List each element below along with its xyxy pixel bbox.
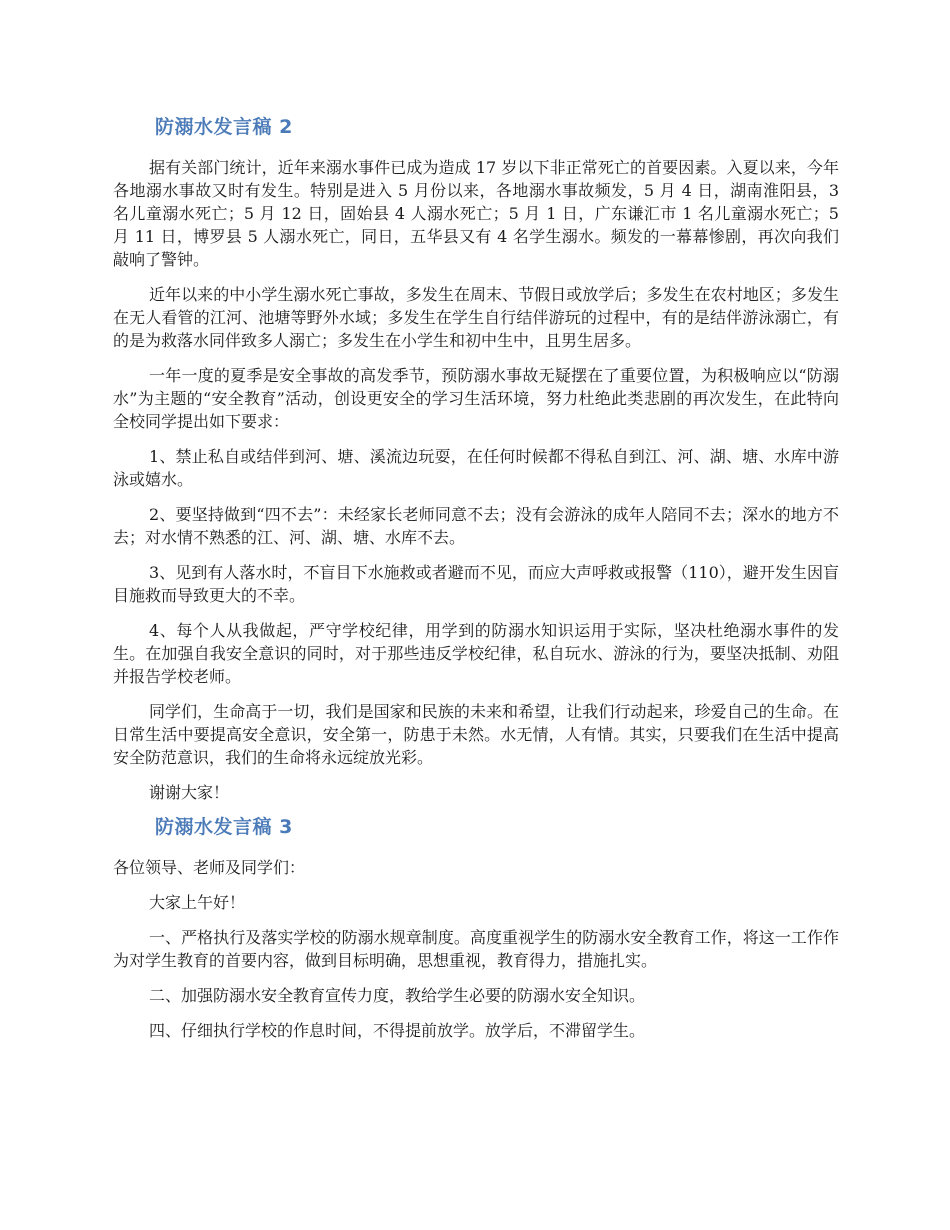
section-3-greeting: 大家上午好！ <box>149 893 246 912</box>
section-3-heading: 防溺水发言稿 3 <box>155 816 293 838</box>
section-3-item-1: 一、严格执行及落实学校的防溺水规章制度。高度重视学生的防溺水安全教育工作，将这一工作作为对学生教育的首要内容，做到目标明确，思想重视，教育得力，措施扎实。 <box>113 928 839 970</box>
requirement-2: 2、要坚持做到“四不去”：未经家长老师同意不去；没有会游泳的成年人陪同不去；深水的地方不去；对水情不熟悉的江、河、湖、塘、水库不去。 <box>113 505 839 547</box>
section-3-salutation: 各位领导、老师及同学们： <box>113 858 306 877</box>
requirement-1: 1、禁止私自或结伴到河、塘、溪流边玩耍，在任何时候都不得私自到江、河、湖、塘、水库中游泳或嬉水。 <box>113 447 839 489</box>
section-2-paragraph-1: 据有关部门统计，近年来溺水事件已成为造成 17 岁以下非正常死亡的首要因素。入夏以来，今年各地溺水事故又时有发生。特别是进入 5 月份以来，各地溺水事故频发，5 月 4 日，湖南淮阳县，3 名儿童溺水死亡；5 月 12 日，固始县 4 人溺水死亡；5 月 1 日，广东谦汇市 1 名儿童溺水死亡；5 月 11 日，博罗县 5 人溺水死亡，同日，五华县又有 4 名学生溺水。频发的一幕幕惨剧，再次向我们敲响了警钟。 <box>113 158 839 269</box>
section-3-item-4: 四、仔细执行学校的作息时间，不得提前放学。放学后，不滞留学生。 <box>149 1021 646 1040</box>
section-2-closing-paragraph: 同学们，生命高于一切，我们是国家和民族的未来和希望，让我们行动起来，珍爱自己的生命。在日常生活中要提高安全意识，安全第一，防患于未然。水无情，人有情。其实，只要我们在生活中提高安全防范意识，我们的生命将永远绽放光彩。 <box>113 702 839 767</box>
requirement-4: 4、每个人从我做起，严守学校纪律，用学到的防溺水知识运用于实际，坚决杜绝溺水事件的发生。在加强自我安全意识的同时，对于那些违反学校纪律，私自玩水、游泳的行为，要坚决抵制、劝阻并报告学校老师。 <box>113 621 839 686</box>
section-3-item-2: 二、加强防溺水安全教育宣传力度，教给学生必要的防溺水安全知识。 <box>149 986 646 1005</box>
document-content <box>113 104 839 1054</box>
section-2-paragraph-3: 一年一度的夏季是安全事故的高发季节，预防溺水事故无疑摆在了重要位置，为积极响应以“防溺水”为主题的“安全教育”活动，创设更安全的学习生活环境，努力杜绝此类悲剧的再次发生，在此特向全校同学提出如下要求： <box>113 366 839 431</box>
section-2-thanks: 谢谢大家！ <box>149 783 230 802</box>
section-2-paragraph-2: 近年以来的中小学生溺水死亡事故，多发生在周末、节假日或放学后；多发生在农村地区；多发生在无人看管的江河、池塘等野外水域；多发生在学生自行结伴游玩的过程中，有的是结伴游泳溺亡，有的是为救落水同伴致多人溺亡；多发生在小学生和初中生中，且男生居多。 <box>113 285 839 350</box>
requirement-3: 3、见到有人落水时，不盲目下水施救或者避而不见，而应大声呼救或报警（110），避开发生因盲目施救而导致更大的不幸。 <box>113 563 839 605</box>
section-2-heading: 防溺水发言稿 2 <box>155 116 293 138</box>
